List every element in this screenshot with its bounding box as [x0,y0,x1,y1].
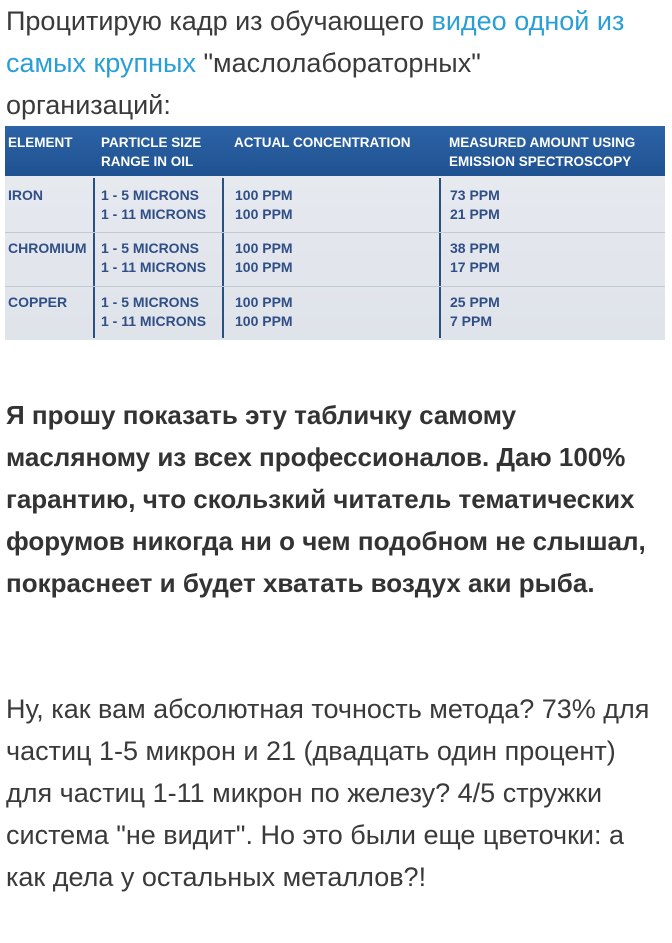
video-link[interactable]: видео одной из самых крупных [6,6,625,78]
row-measured [450,186,500,224]
intro-text-after: "маслолабораторных" организаций: [6,48,481,120]
size-value: 1 - 5 MICRONS [101,294,200,310]
size-value: 1 - 5 MICRONS [101,187,200,203]
column-divider [439,178,441,338]
particle-table-image [5,126,665,340]
table-header [5,126,665,176]
actual-value: 100 PPM [235,187,293,203]
size-value: 1 - 11 MICRONS [101,313,207,329]
intro-text-before: Процитирую кадр из обучающего [6,6,432,36]
header-measured-amount [449,133,635,171]
row-sizes [101,293,206,331]
row-measured [450,293,500,331]
actual-value: 100 PPM [235,259,293,275]
actual-value: 100 PPM [235,206,293,222]
measured-value: 17 PPM [450,259,500,275]
header-particle-line-2: RANGE IN OIL [101,154,194,169]
row-actual [235,239,293,277]
column-divider [222,178,224,338]
header-measured-line-2: EMISSION SPECTROSCOPY [449,154,632,169]
row-sizes [101,239,206,277]
row-divider [5,286,665,287]
size-value: 1 - 11 MICRONS [101,206,207,222]
actual-value: 100 PPM [235,313,293,329]
row-measured [450,239,500,277]
row-sizes [101,186,206,224]
measured-value: 21 PPM [450,206,500,222]
header-element-line: ELEMENT [8,135,73,150]
header-actual-concentration [234,133,411,152]
size-value: 1 - 11 MICRONS [101,259,207,275]
header-element [8,133,73,152]
header-actual-line: ACTUAL CONCENTRATION [234,135,411,150]
row-element-iron: IRON [8,187,43,203]
measured-value: 25 PPM [450,294,500,310]
row-divider [5,232,665,233]
closing-paragraph: Ну, как вам абсолютная точность метода? 73% для частиц 1-5 микрон и 21 (двадцать один процент) для частиц 1-11 микрон по железу? 4/5 стружки система "не видит". Но это были еще цветочки: а как дела у остальных металлов?! [6,694,650,892]
header-particle-size [101,133,201,171]
row-element-copper: COPPER [8,294,68,310]
row-actual [235,293,293,331]
size-value: 1 - 5 MICRONS [101,240,200,256]
column-divider [93,178,95,338]
measured-value: 38 PPM [450,240,500,256]
actual-value: 100 PPM [235,240,293,256]
header-measured-line-1: MEASURED AMOUNT USING [449,135,636,150]
measured-value: 7 PPM [450,313,493,329]
row-element-chromium: CHROMIUM [8,240,87,256]
measured-value: 73 PPM [450,187,500,203]
row-actual [235,186,293,224]
intro-paragraph [6,0,646,126]
bold-paragraph: Я прошу показать эту табличку самому масляному из всех профессионалов. Даю 100% гарантию, что скользкий читатель тематических форумов никогда ни о чем подобном не слышал, покраснеет и будет хватать воздух аки рыба. [6,400,646,598]
header-particle-line-1: PARTICLE SIZE [101,135,202,150]
actual-value: 100 PPM [235,294,293,310]
